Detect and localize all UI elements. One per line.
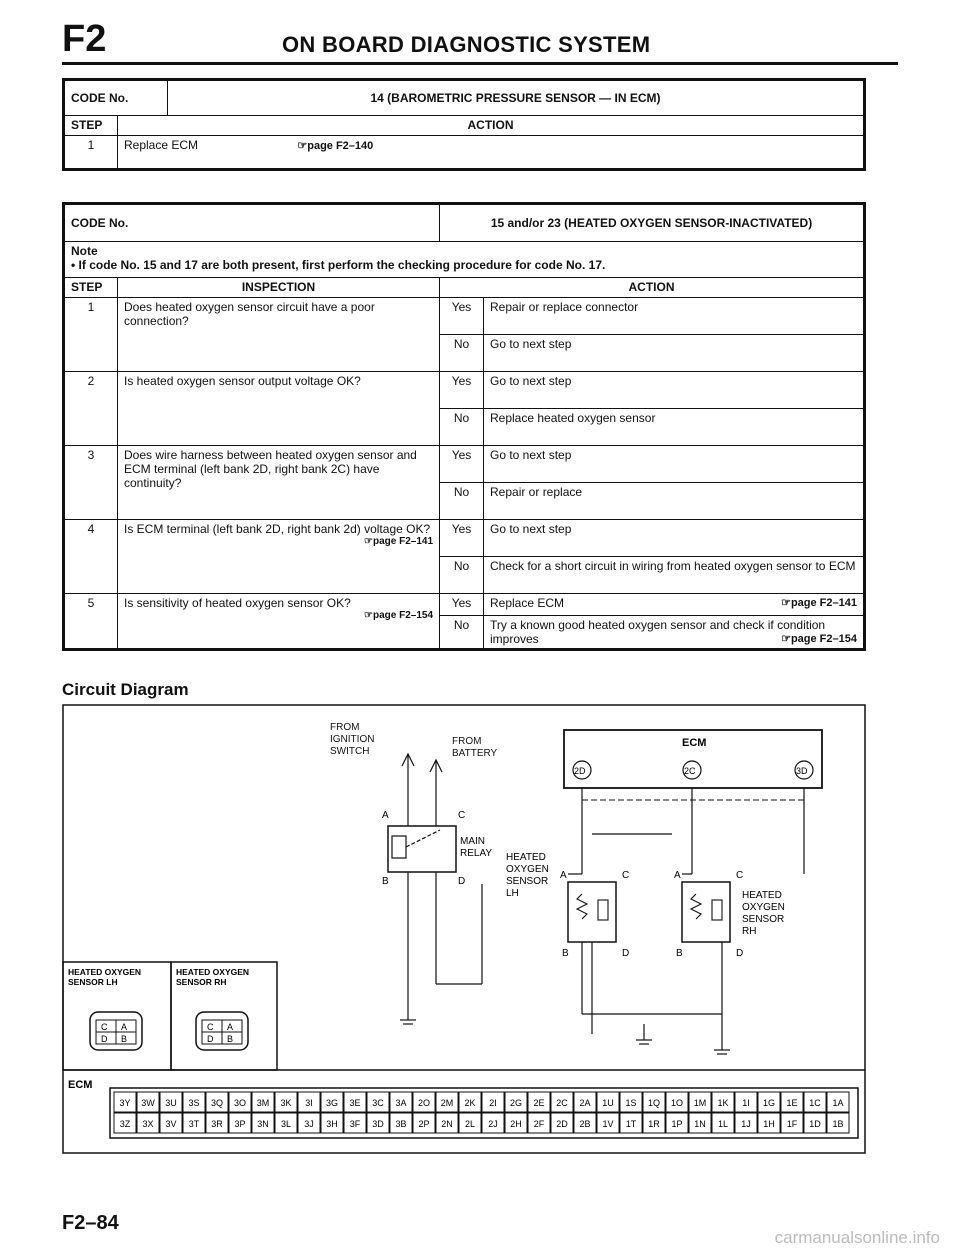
ecm-terminal-label: 3P (234, 1119, 246, 1129)
yes-label: Yes (440, 298, 484, 335)
sensor-lh-label: OXYGEN (506, 864, 549, 875)
note-cell (64, 242, 865, 278)
sensor-pin-label: B (676, 948, 683, 959)
sensor-pin-label: A (674, 870, 681, 881)
action-cell (118, 136, 865, 170)
sensor-lh-label: HEATED (506, 852, 546, 863)
step-header: STEP (64, 278, 118, 298)
yes-action: Go to next step (484, 446, 865, 483)
ecm-terminal-label: 2C (556, 1098, 568, 1108)
ecm-terminal-label: 3X (142, 1119, 154, 1129)
table-row (64, 372, 865, 409)
ecm-terminal-label: 3D (372, 1119, 384, 1129)
ecm-terminal-label: 1V (602, 1119, 614, 1129)
ecm-label: ECM (682, 737, 707, 749)
ignition-label (330, 722, 374, 757)
no-action: Check for a short circuit in wiring from heated oxygen sensor to ECM (484, 557, 865, 594)
ecm-terminal-label: 2L (464, 1119, 476, 1129)
ecm-terminal-label: 3Q (210, 1098, 224, 1108)
sensor-pin-label: B (562, 948, 569, 959)
ecm-terminal-label: 2D (556, 1119, 568, 1129)
connector-pin: D (101, 1034, 108, 1044)
sensor-rh-label: RH (742, 926, 757, 937)
ecm-terminal-label: 1N (694, 1119, 706, 1129)
table-row (64, 136, 865, 170)
ecm-terminal-label: 2J (488, 1119, 498, 1129)
code-15-23-table (62, 202, 866, 651)
step-header: STEP (64, 116, 118, 136)
connector-lh-title: SENSOR LH (68, 977, 118, 987)
connector-rh-title: SENSOR RH (176, 977, 227, 987)
ecm-terminal-label: 2O (417, 1098, 431, 1108)
connector-lh (63, 962, 171, 1070)
ecm-terminal-label: 3T (188, 1119, 200, 1129)
ecm-terminal-label: 3R (211, 1119, 223, 1129)
connector-pin: B (121, 1034, 128, 1044)
ecm-terminal-label: 1S (625, 1098, 637, 1108)
yes-action: Go to next step (484, 372, 865, 409)
sensor-rh-label: HEATED (742, 890, 782, 901)
step-number: 3 (64, 446, 118, 520)
inspection-text: Is sensitivity of heated oxygen sensor OK? (124, 596, 351, 610)
no-label: No (440, 409, 484, 446)
ecm-terminal-label: 1R (648, 1119, 660, 1129)
ecm-terminal-label: 2E (533, 1098, 545, 1108)
page-reference: ☞page F2–154 (364, 610, 433, 621)
no-action (484, 616, 865, 650)
sensor-pin-label: D (736, 948, 744, 959)
relay-pin-label: C (458, 810, 466, 821)
battery-label-line: FROM (452, 736, 482, 747)
no-action: Replace heated oxygen sensor (484, 409, 865, 446)
yes-action: Repair or replace connector (484, 298, 865, 335)
ignition-label-line: FROM (330, 722, 360, 733)
sensor-lh-label: LH (506, 888, 519, 899)
ecm-terminal-label: 1K (717, 1098, 729, 1108)
yes-label: Yes (440, 594, 484, 616)
no-label: No (440, 616, 484, 650)
sensor-rh-label: OXYGEN (742, 902, 785, 913)
table-row (64, 446, 865, 483)
page-reference: ☞page F2–140 (297, 140, 374, 152)
ecm-terminal-label: 3L (280, 1119, 292, 1129)
yes-label: Yes (440, 446, 484, 483)
ecm-terminal-label: 1P (671, 1119, 683, 1129)
section-code: F2 (62, 18, 107, 60)
action-header: ACTION (118, 116, 865, 136)
relay-pin-label: D (458, 876, 466, 887)
code-label: CODE No. (64, 204, 440, 242)
page-number: F2–84 (62, 1212, 119, 1234)
connector-pin: C (101, 1022, 108, 1032)
page-reference: ☞page F2–141 (781, 597, 857, 609)
connector-lh-title: HEATED OXYGEN (68, 967, 142, 977)
ecm-terminal-label: 2P (418, 1119, 430, 1129)
ecm-terminal-label: 1O (670, 1098, 684, 1108)
action-text: Replace ECM (490, 596, 565, 610)
table-row (64, 298, 865, 335)
table-row (64, 520, 865, 557)
ecm-terminal-label: 3O (233, 1098, 247, 1108)
step-number: 1 (64, 298, 118, 372)
yes-label: Yes (440, 520, 484, 557)
sensor-pin-label: D (622, 948, 630, 959)
ecm-terminal-label: 1D (809, 1119, 821, 1129)
yes-action (484, 594, 865, 616)
inspection-cell: Does heated oxygen sensor circuit have a poor connection? (118, 298, 440, 372)
connector-pin: A (227, 1022, 234, 1032)
ground-icon (714, 1034, 730, 1054)
ecm-terminal-label: 3H (326, 1119, 338, 1129)
code-title: 14 (BAROMETRIC PRESSURE SENSOR — IN ECM) (168, 80, 865, 116)
inspection-cell: Is heated oxygen sensor output voltage OK? (118, 372, 440, 446)
no-label: No (440, 335, 484, 372)
page-title: ON BOARD DIAGNOSTIC SYSTEM (282, 32, 651, 57)
connector-pin: A (121, 1022, 128, 1032)
ecm-terminal-label: 1G (762, 1098, 776, 1108)
header-rule (62, 62, 898, 65)
ecm-terminal-label: 3W (141, 1098, 155, 1108)
ecm-terminal-label: 1I (742, 1098, 750, 1108)
battery-label (452, 736, 498, 759)
ecm-terminal-label: 3B (395, 1119, 407, 1129)
no-label: No (440, 483, 484, 520)
page-reference: ☞page F2–141 (364, 536, 433, 547)
ecm-terminal-label: 3N (257, 1119, 269, 1129)
code-label: CODE No. (64, 80, 168, 116)
ecm-terminal-label: 2I (489, 1098, 497, 1108)
table-row (64, 594, 865, 616)
sensor-lh-label: SENSOR (506, 876, 549, 887)
no-label: No (440, 557, 484, 594)
ecm-terminal-label: 2A (579, 1098, 591, 1108)
inspection-header: INSPECTION (118, 278, 440, 298)
ecm-terminal-label: 1C (809, 1098, 821, 1108)
no-action: Go to next step (484, 335, 865, 372)
ecm-terminal-label: 2M (440, 1098, 454, 1108)
relay-pin-label: B (382, 876, 389, 887)
sensor-rh (674, 870, 785, 959)
action-header: ACTION (440, 278, 865, 298)
ecm-terminal-label: 3S (188, 1098, 200, 1108)
inspection-cell (118, 594, 440, 650)
battery-label-line: BATTERY (452, 748, 498, 759)
ecm-terminal-label: 3I (305, 1098, 313, 1108)
ecm-terminal-label: 2H (510, 1119, 522, 1129)
ecm-terminal-label: 3F (349, 1119, 361, 1129)
ecm-box (564, 730, 822, 788)
relay-pin-label: A (382, 810, 389, 821)
ground-icon (636, 1024, 652, 1044)
ignition-label-line: SWITCH (330, 746, 370, 757)
ecm-terminal-label: 2D (574, 766, 586, 776)
code-title: 15 and/or 23 (HEATED OXYGEN SENSOR-INACTIVATED) (440, 204, 865, 242)
step-number: 1 (64, 136, 118, 170)
ecm-terminal-label: 3V (165, 1119, 177, 1129)
step-number: 2 (64, 372, 118, 446)
connector-rh (171, 962, 277, 1070)
sensor-pin-label: C (622, 870, 630, 881)
ecm-connector-label: ECM (68, 1079, 93, 1091)
circuit-diagram (62, 704, 866, 1154)
connector-pin: B (227, 1034, 234, 1044)
ecm-terminal-label: 1M (693, 1098, 707, 1108)
ecm-terminal-label: 3A (395, 1098, 407, 1108)
watermark: carmanualsonline.info (774, 1228, 940, 1247)
step-number: 5 (64, 594, 118, 650)
ecm-terminal-label: 2N (441, 1119, 453, 1129)
ecm-terminal-label: 1H (763, 1119, 775, 1129)
action-text: Try a known good heated oxygen sensor and check if condition improves (490, 618, 826, 646)
ecm-terminal-label: 3G (325, 1098, 339, 1108)
inspection-text: Is ECM terminal (left bank 2D, right bank 2d) voltage OK? (124, 522, 431, 536)
ecm-terminal-label: 1U (602, 1098, 614, 1108)
sensor-pin-label: C (736, 870, 744, 881)
code-14-table (62, 78, 866, 171)
ecm-terminal-label: 1T (625, 1119, 637, 1129)
ecm-terminal-label: 1L (717, 1119, 729, 1129)
inspection-cell: Does wire harness between heated oxygen sensor and ECM terminal (left bank 2D, right bank 2C) have continuity? (118, 446, 440, 520)
ecm-terminal-label: 3M (256, 1098, 270, 1108)
no-action: Repair or replace (484, 483, 865, 520)
ecm-terminal-label: 3Y (119, 1098, 131, 1108)
ignition-label-line: IGNITION (330, 734, 375, 745)
ecm-terminal-label: 2F (533, 1119, 545, 1129)
sensor-rh-label: SENSOR (742, 914, 785, 925)
connector-rh-title: HEATED OXYGEN (176, 967, 250, 977)
ecm-terminal-label: 2G (509, 1098, 523, 1108)
inspection-cell (118, 520, 440, 594)
sensor-lh (506, 852, 629, 959)
ecm-terminal-label: 3U (165, 1098, 177, 1108)
connector-pin: C (207, 1022, 214, 1032)
connector-pin: D (207, 1034, 214, 1044)
note-label: Note (71, 244, 98, 258)
ecm-terminal-label: 1B (832, 1119, 844, 1129)
ecm-terminal-label: 3J (304, 1119, 314, 1129)
yes-label: Yes (440, 372, 484, 409)
ecm-terminal-label: 3K (280, 1098, 292, 1108)
note-text: • If code No. 15 and 17 are both present, first perform the checking procedure for code No. 17. (71, 258, 606, 272)
ecm-terminal-label: 3D (796, 766, 808, 776)
ecm-terminal-label: 2K (464, 1098, 476, 1108)
relay-label: RELAY (460, 848, 493, 859)
ecm-terminal-label: 3E (349, 1098, 361, 1108)
main-relay (382, 810, 492, 887)
action-text: Replace ECM (124, 138, 199, 152)
circuit-diagram-title: Circuit Diagram (62, 680, 189, 699)
ecm-terminal-label: 2C (684, 766, 696, 776)
ecm-terminal-grid (114, 1092, 849, 1133)
ecm-terminal-label: 1A (832, 1098, 844, 1108)
relay-label: MAIN (460, 836, 485, 847)
page-reference: ☞page F2–154 (781, 633, 857, 645)
ecm-terminal-label: 3C (372, 1098, 384, 1108)
step-number: 4 (64, 520, 118, 594)
ecm-terminal-label: 1Q (647, 1098, 661, 1108)
ecm-terminal-label: 1E (786, 1098, 798, 1108)
ecm-terminal-label: 1J (741, 1119, 751, 1129)
sensor-pin-label: A (560, 870, 567, 881)
ecm-terminal-label: 2B (579, 1119, 591, 1129)
ground-icon (400, 1004, 416, 1024)
ecm-terminal-label: 1F (786, 1119, 798, 1129)
yes-action: Go to next step (484, 520, 865, 557)
ecm-terminal-label: 3Z (119, 1119, 131, 1129)
